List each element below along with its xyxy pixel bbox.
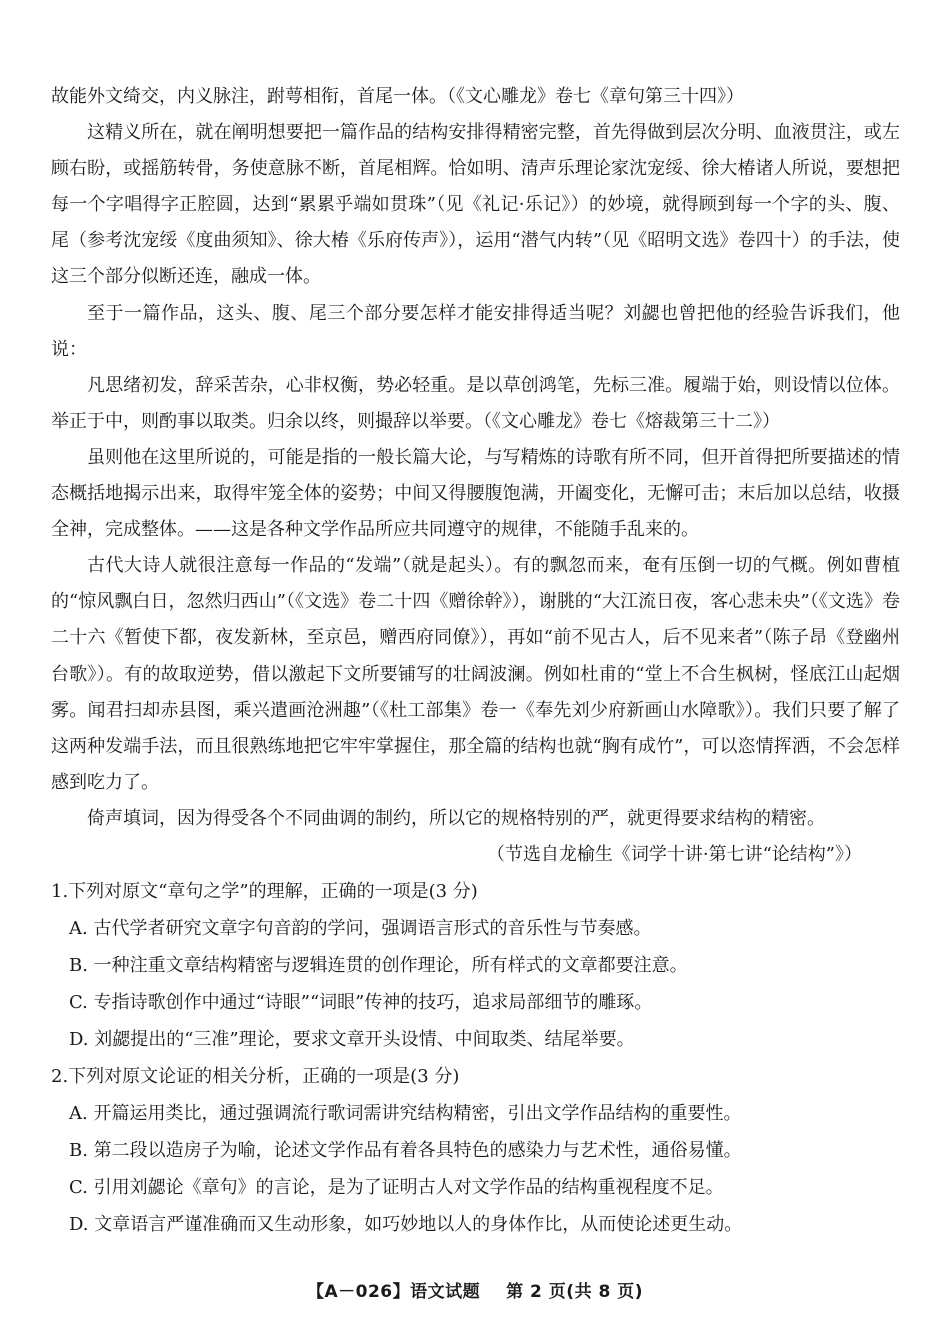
- option-b: B. 一种注重文章结构精密与逻辑连贯的创作理论，所有样式的文章都要注意。: [69, 955, 688, 977]
- option-c: C. 专指诗歌创作中通过“诗眼”“词眼”传神的技巧，追求局部细节的雕琢。: [69, 992, 653, 1014]
- page-number: 第 2 页(共 8 页): [506, 1282, 644, 1302]
- passage-paragraph: 虽则他在这里所说的，可能是指的一般长篇大论，与写精炼的诗歌有所不同，但开首得把所要描述的情态概括地揭示出来，取得牢笼全体的姿势；中间又得腰腹饱满，开阖变化，无懈可击；末后加以总结，收摄全神，完成整体。——这是各种文学作品所应共同遵守的规律，不能随手乱来的。: [51, 446, 900, 541]
- question-1: [51, 873, 900, 1058]
- option-a: A. 开篇运用类比，通过强调流行歌词需讲究结构精密，引出文学作品结构的重要性。: [69, 1103, 742, 1125]
- source-citation: （节选自龙榆生《词学十讲·第七讲“论结构”》）: [486, 843, 862, 865]
- reading-passage: [51, 79, 900, 873]
- page-footer: [0, 1280, 950, 1304]
- option-c: C. 引用刘勰论《章句》的言论，是为了证明古人对文学作品的结构重视程度不足。: [69, 1177, 724, 1199]
- question-2: [51, 1058, 900, 1243]
- option-d: D. 刘勰提出的“三准”理论，要求文章开头设情、中间取类、结尾举要。: [69, 1029, 635, 1051]
- passage-paragraph: 古代大诗人就很注意每一作品的“发端”（就是起头）。有的飘忽而来，奄有压倒一切的气概。例如曹植的“惊风飘白日，忽然归西山”（《文选》卷二十四《赠徐幹》），谢朓的“大江流日夜，客心悲未央”（《文选》卷二十六《暂使下都，夜发新林，至京邑，赠西府同僚》），再如“前不见古人，后不见来者”（陈子昂《登幽州台歌》）。有的故取逆势，借以激起下文所要铺写的壮阔波澜。例如杜甫的“堂上不合生枫树，怪底江山起烟雾。闻君扫却赤县图，乘兴遣画沧洲趣”（《杜工部集》卷一《奉先刘少府新画山水障歌》）。我们只要了解了这两种发端手法，而且很熟练地把它牢牢掌握住，那全篇的结构也就“胸有成竹”，可以恣情挥洒，不会怎样感到吃力了。: [51, 555, 900, 793]
- question-stem: 1.下列对原文“章句之学”的理解，正确的一项是(3 分): [51, 881, 478, 903]
- question-stem: 2.下列对原文论证的相关分析，正确的一项是(3 分): [51, 1066, 460, 1088]
- passage-paragraph: 至于一篇作品，这头、腹、尾三个部分要怎样才能安排得适当呢？刘勰也曾把他的经验告诉我们，他说：: [51, 302, 900, 360]
- option-b: B. 第二段以造房子为喻，论述文学作品有着各具特色的感染力与艺术性，通俗易懂。: [69, 1140, 742, 1162]
- exam-code: 【A－026】语文试题: [306, 1282, 481, 1302]
- option-a: A. 古代学者研究文章字句音韵的学问，强调语言形式的音乐性与节奏感。: [69, 918, 652, 940]
- passage-paragraph: 倚声填词，因为得受各个不同曲调的制约，所以它的规格特别的严，就更得要求结构的精密。: [87, 807, 825, 829]
- passage-paragraph: 这精义所在，就在阐明想要把一篇作品的结构安排得精密完整，首先得做到层次分明、血液贯注，或左顾右盼，或摇筋转骨，务使意脉不断，首尾相辉。恰如明、清声乐理论家沈宠绥、徐大椿诸人所说，要想把每一个字唱得字正腔圆，达到“累累乎端如贯珠”（见《礼记·乐记》）的妙境，就得顾到每一个字的头、腹、尾（参考沈宠绥《度曲须知》、徐大椿《乐府传声》），运用“潜气内转”（见《昭明文选》卷四十）的手法，使这三个部分似断还连，融成一体。: [51, 122, 900, 288]
- passage-paragraph: 故能外文绮交，内义脉注，跗萼相衔，首尾一体。（《文心雕龙》卷七《章句第三十四》）: [51, 86, 744, 107]
- question-list: [51, 873, 900, 1243]
- passage-quotation: 凡思绪初发，辞采苦杂，心非权衡，势必轻重。是以草创鸿笔，先标三准。履端于始，则设情以位体。举正于中，则酌事以取类。归余以终，则撮辞以举要。（《文心雕龙》卷七《熔裁第三十二》）: [51, 374, 900, 432]
- option-d: D. 文章语言严谨准确而又生动形象，如巧妙地以人的身体作比，从而使论述更生动。: [69, 1214, 743, 1236]
